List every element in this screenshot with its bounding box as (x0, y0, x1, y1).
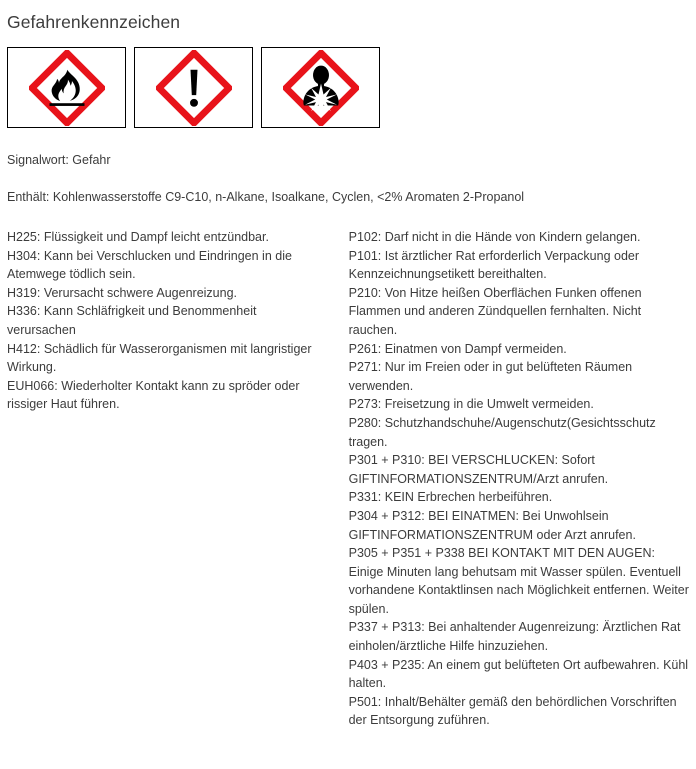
precautionary-statement: P403 + P235: An einem gut belüfteten Ort aufbewahren. Kühl halten. (348, 657, 689, 691)
pictogram-row (7, 47, 689, 128)
precautionary-statement: P304 + P312: BEI EINATMEN: Bei Unwohlsein GIFTINFORMATIONSZENTRUM oder Arzt anrufen. (348, 508, 636, 542)
statements-columns (7, 228, 689, 730)
precautionary-statement: P273: Freisetzung in die Umwelt vermeiden. (348, 397, 594, 412)
precautionary-statement: P101: Ist ärztlicher Rat erforderlich Verpackung oder Kennzeichnungsetikett bereithalten. (348, 248, 640, 282)
hazard-statement: H304: Kann bei Verschlucken und Eindringen in die Atemwege tödlich sein. (7, 248, 292, 282)
precautionary-statement: P261: Einatmen von Dampf vermeiden. (348, 341, 567, 356)
precautionary-statement: P301 + P310: BEI VERSCHLUCKEN: Sofort GIFTINFORMATIONSZENTRUM/Arzt anrufen. (348, 453, 609, 486)
pictogram-box-health-hazard (261, 47, 380, 128)
hazard-statement: H319: Verursacht schwere Augenreizung. (7, 285, 237, 300)
precautionary-statements-column (349, 228, 689, 730)
precautionary-statement: P271: Nur im Freien oder in gut belüfteten Räumen verwenden. (348, 360, 633, 393)
precautionary-statement: P337 + P313: Bei anhaltender Augenreizung: Ärztlichen Rat einholen/ärztliche Hilfe hinzuziehen. (348, 620, 681, 654)
exclamation-mark-pictogram (156, 50, 232, 126)
page-title: Gefahrenkennzeichen (7, 12, 181, 32)
hazard-statement: EUH066: Wiederholter Kontakt kann zu spröder oder rissiger Haut führen. (7, 378, 300, 412)
hazard-statement: H412: Schädlich für Wasserorganismen mit langristiger Wirkung. (7, 341, 312, 375)
precautionary-statement: P102: Darf nicht in die Hände von Kindern gelangen. (348, 230, 641, 244)
precautionary-statement: P280: Schutzhandschuhe/Augenschutz(Gesichtsschutz tragen. (348, 415, 656, 449)
pictogram-box-exclamation (134, 47, 253, 128)
precautionary-statement: P210: Von Hitze heißen Oberflächen Funken offenen Flammen und anderen Zündquellen fernhalten. Nicht rauchen. (348, 285, 642, 337)
precautionary-statement: P331: KEIN Erbrechen herbeiführen. (348, 490, 553, 505)
precautionary-statement: P305 + P351 + P338 BEI KONTAKT MIT DEN AUGEN: Einige Minuten lang behutsam mit Wasser spülen. Eventuell vorhandene Kontaktlinsen nach Möglichkeit entfernen. Weiter spülen. (348, 546, 689, 616)
precautionary-statement: P501: Inhalt/Behälter gemäß den behördlichen Vorschriften der Entsorgung zuführen. (348, 694, 677, 728)
contains-line: Enthält: Kohlenwasserstoffe C9-C10, n-Alkane, Isoalkane, Cyclen, <2% Aromaten 2-Propanol (7, 190, 525, 204)
hazard-statements-column (7, 228, 349, 730)
flammable-pictogram (29, 50, 105, 126)
hazard-statement: H225: Flüssigkeit und Dampf leicht entzündbar. (7, 230, 269, 244)
health-hazard-pictogram (283, 50, 359, 126)
hazard-statement: H336: Kann Schläfrigkeit und Benommenheit verursachen (7, 304, 257, 337)
signal-word-line: Signalwort: Gefahr (7, 153, 111, 167)
pictogram-box-flammable (7, 47, 126, 128)
